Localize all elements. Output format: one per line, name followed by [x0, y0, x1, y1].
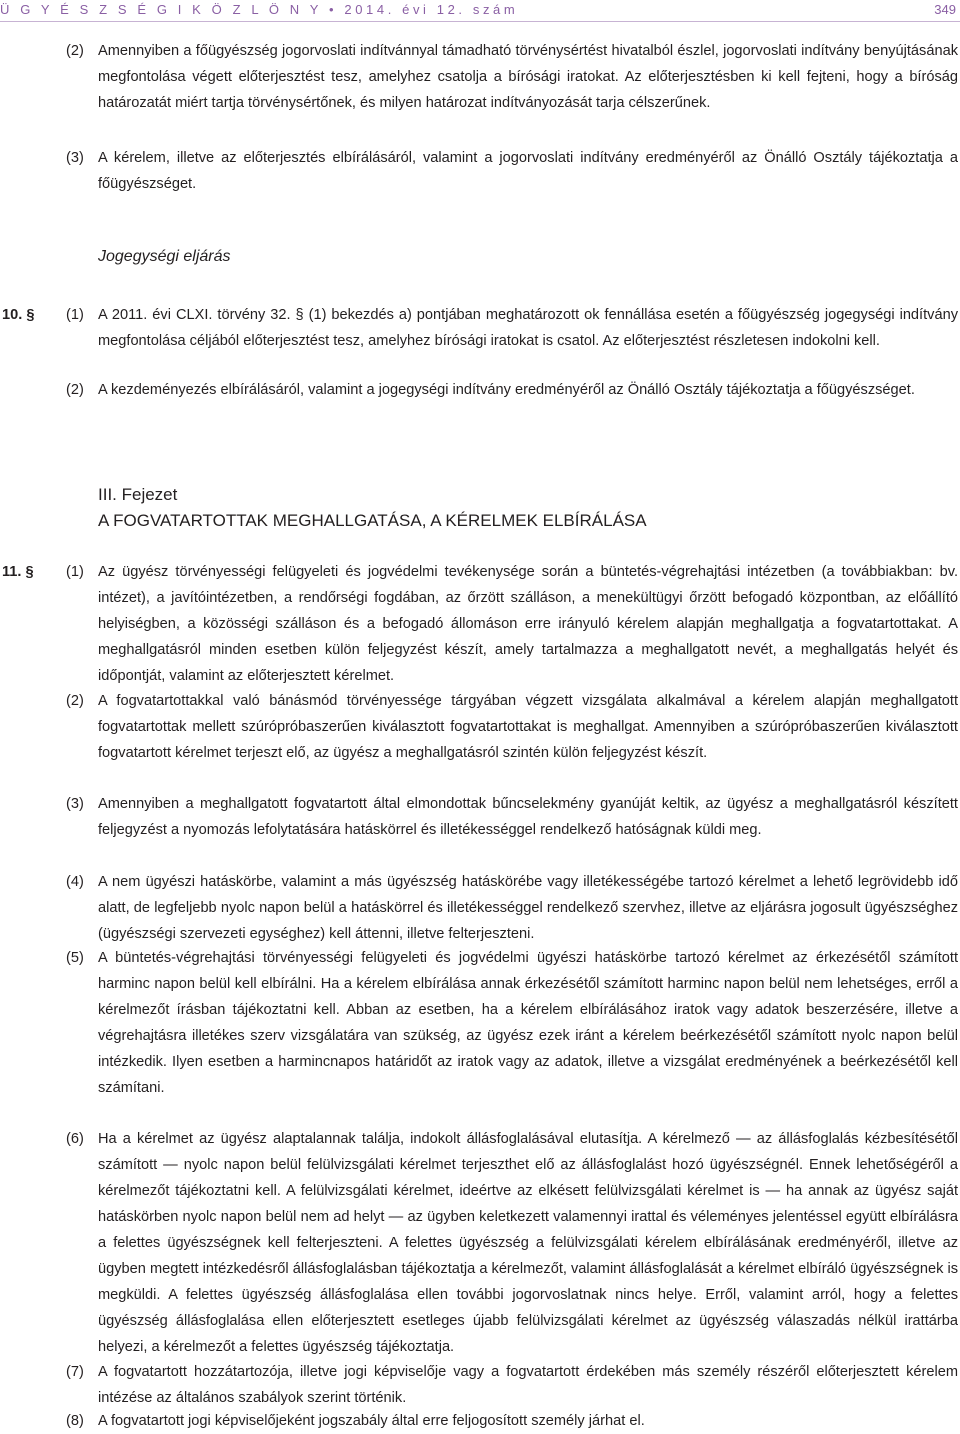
section-number: 10. §: [2, 307, 35, 323]
paragraph-text: A fogvatartottakkal való bánásmód törvényessége tárgyában végzett vizsgálata alkalmával a kérelem alapján meghallgatott fogvatartottak mellett szúrópróbaszerűen kiválasztott fogvatartottakat is meghallgat. Amennyiben a szúrópróbaszerűen kiválasztott fogvatartott kérelmet terjeszt elő, az ügyész a meghallgatásról szintén külön feljegyzést készít.: [98, 693, 958, 761]
paragraph-text: A 2011. évi CLXI. törvény 32. § (1) bekezdés a) pontjában meghatározott ok fennállása esetén a főügyészség jogegységi indítvány megfontolása céljából előterjesztést tesz, amelyhez bírósági iratokat is csatol. Az előterjesztést részletesen indokolni kell.: [98, 307, 958, 349]
paragraph-text: Az ügyész törvényességi felügyeleti és jogvédelmi tevékenysége során a büntetés-végrehajtási intézetben (a továbbiakban: bv. intézet), a javítóintézetben, a rendőrségi fogdában, az őrzött szálláson, a menekültügyi őrzött befogadó központban, az előállító helyiségben, a közösségi szálláson és a befogadó állomáson erre irányuló kérelem alapján meghallgatja a fogvatartottakat. A meghallgatásról minden esetben külön feljegyzést készít, amely tartalmazza a meghallgatott nevét, a meghallgatás helyét és időpontját, valamint az előterjesztett kérelmet.: [98, 564, 958, 684]
subheading: Jogegységi eljárás: [98, 248, 231, 265]
paragraph-number: (2): [66, 382, 84, 398]
paragraph-text: A nem ügyészi hatáskörbe, valamint a más ügyészség hatáskörébe vagy illetékességébe tartozó kérelmet a lehető legrövidebb idő alatt, de legfeljebb nyolc napon belül a hatáskörrel és illetékességgel rendelkező szervhez, illetve az eljárásra jogosult ügyészséghez (ügyészségi szervezeti egységhez) kell áttenni, illetve felterjeszteni.: [98, 874, 958, 942]
paragraph-number: (2): [66, 693, 84, 709]
paragraph-text: A fogvatartott hozzátartozója, illetve jogi képviselője vagy a fogvatartott érdekében más személy részéről előterjesztett kérelem intézése az általános szabályok szerint történik.: [98, 1364, 958, 1406]
paragraph-text: A büntetés-végrehajtási törvényességi felügyeleti és jogvédelmi ügyészi hatáskörbe tartozó kérelmet az érkezésétől számított harminc napon belül kell elbírálni. Ha a kérelem elbírálása annak érkezésétől számított harminc napon belül nem lehetséges, erről a kérelmezőt írásban tájékoztatni kell. Abban az esetben, ha a kérelem elbírálásához iratok vagy adatok beszerzésére, illetve a végrehajtásra illetékes szerv vizsgálatára van szükség, az ügyész ezek iránt a kérelem beérkezésétől számított nyolc napon belül intézkedik. Ilyen esetben a harmincnapos határidőt az iratok vagy az adatok, illetve a vizsgálat eredményének a beérkezésétől kell számítani.: [98, 950, 958, 1096]
paragraph-text: A fogvatartott jogi képviselőjeként jogszabály által erre feljogosított személy járhat el.: [98, 1413, 645, 1429]
paragraph-number: (7): [66, 1364, 84, 1380]
paragraph-text: Amennyiben a meghallgatott fogvatartott által elmondottak bűncselekmény gyanúját keltik, az ügyész a meghallgatásról készített feljegyzést a nyomozás lefolytatására hatáskörrel és illetékességgel rendelkező hatóságnak küldi meg.: [98, 796, 958, 838]
chapter-number: III. Fejezet: [98, 485, 178, 504]
paragraph-number: (8): [66, 1413, 84, 1429]
page-number: 349: [934, 2, 956, 17]
chapter-title: A FOGVATARTOTTAK MEGHALLGATÁSA, A KÉRELMEK ELBÍRÁLÁSA: [98, 511, 647, 530]
header-rule: [0, 21, 960, 22]
paragraph-number: (3): [66, 150, 84, 166]
paragraph-text: A kezdeményezés elbírálásáról, valamint a jogegységi indítvány eredményéről az Önálló Osztály tájékoztatja a főügyészséget.: [98, 382, 915, 398]
paragraph-number: (6): [66, 1131, 84, 1147]
paragraph-number: (1): [66, 307, 84, 323]
paragraph-number: (2): [66, 43, 84, 59]
paragraph-text: Amennyiben a főügyészség jogorvoslati indítvánnyal támadható törvénysértést hivatalból észlel, jogorvoslati indítvány benyújtásának megfontolása végett előterjesztést tesz, amelyhez csatolja a bírósági iratokat. Az előterjesztésben ki kell fejteni, hogy a bíróság határozatát miért tartja törvénysértőnek, és milyen határozat indítványozását tarja célszerűnek.: [98, 43, 958, 111]
journal-title: Ü G Y É S Z S É G I K Ö Z L Ö N Y • 2014. évi 12. szám: [0, 2, 519, 17]
section-number: 11. §: [2, 564, 34, 580]
paragraph-text: A kérelem, illetve az előterjesztés elbírálásáról, valamint a jogorvoslati indítvány eredményéről az Önálló Osztály tájékoztatja a főügyészséget.: [98, 150, 958, 192]
paragraph-number: (3): [66, 796, 84, 812]
paragraph-number: (4): [66, 874, 84, 890]
page-header: [0, 0, 960, 22]
paragraph-number: (1): [66, 564, 84, 580]
paragraph-text: Ha a kérelmet az ügyész alaptalannak találja, indokolt állásfoglalásával elutasítja. A kérelmező — az állásfoglalás kézbesítésétől számított — nyolc napon belül felülvizsgálati kérelmet terjeszthet elő az állásfoglalást hozó ügyészségnél. Ennek lehetőségéről a kérelmezőt tájékoztatni kell. A felülvizsgálati kérelmet, ideértve az elkésett felülvizsgálati kérelmet is — ha annak az ügyész saját hatáskörben nyolc napon belül nem ad helyt — az ügyben keletkezett valamennyi irattal és véleményes jelentéssel együtt elbírálásra a felettes ügyészségnek kell felterjeszteni. A felettes ügyészség a felülvizsgálati kérelem elbírálásának eredményéről, illetve az ügyben megtett intézkedésről állásfoglalásban tájékoztatja a kérelmezőt, valamint állásfoglalását a kérelmet elbíráló ügyészségnek is megküldi. A felettes ügyészség állásfoglalása ellen további jogorvoslatnak nincs helye. Erről, valamint arról, hogy a felettes ügyészség állásfoglalása ellen előterjesztett esetleges újabb felülvizsgálati kérelmet az ügyészség válaszadás nélkül irattárba helyezi, a kérelmezőt a felettes ügyészség tájékoztatja.: [98, 1131, 958, 1355]
paragraph-number: (5): [66, 950, 84, 966]
